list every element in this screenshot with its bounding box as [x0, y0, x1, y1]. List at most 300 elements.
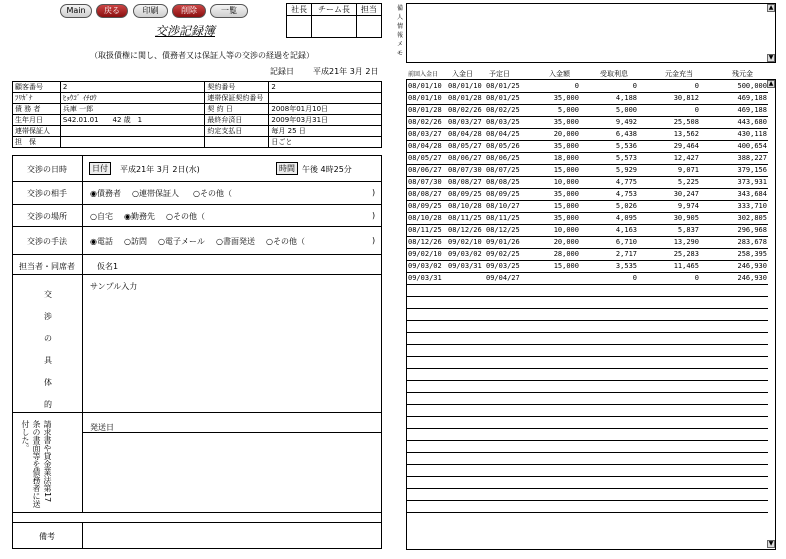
ledger-cell	[700, 368, 768, 380]
ledger-cell	[527, 416, 580, 428]
ledger-cell	[447, 332, 485, 344]
ledger-cell: 9,071	[638, 164, 700, 176]
ledger-cell: 09/02/10	[407, 248, 447, 260]
customer-info-label	[205, 137, 269, 148]
ledger-cell: 25,508	[638, 116, 700, 128]
ledger-cell	[638, 488, 700, 500]
counterpart-debtor-radio[interactable]: ◉債務者	[90, 189, 121, 198]
sent-date-field[interactable]: 発送日	[90, 423, 114, 432]
ledger-cell	[700, 284, 768, 296]
ledger-cell	[447, 404, 485, 416]
ledger-cell: 20,000	[527, 236, 580, 248]
ledger-cell	[485, 392, 527, 404]
ledger-cell: 08/01/28	[407, 104, 447, 116]
ledger-cell: 0	[580, 272, 638, 284]
ledger-row[interactable]	[407, 128, 768, 140]
memo-scroll-up-icon[interactable]: ▲	[768, 4, 774, 11]
ledger-row[interactable]	[407, 428, 768, 440]
ledger-cell: 500,000	[700, 80, 768, 92]
ledger-cell: 08/07/30	[447, 164, 485, 176]
ledger-header-due-date: 予定日	[489, 70, 510, 78]
ledger-cell: 5,000	[527, 104, 580, 116]
ledger-cell: 08/09/25	[485, 188, 527, 200]
ledger-cell: 09/03/31	[407, 272, 447, 284]
ledger-cell: 08/04/25	[485, 128, 527, 140]
ledger-cell	[407, 344, 447, 356]
ledger-cell: 09/03/25	[485, 260, 527, 272]
remarks-field[interactable]	[90, 527, 375, 545]
ledger-cell: 08/06/25	[485, 152, 527, 164]
ledger-cell: 30,812	[638, 92, 700, 104]
ledger-cell	[527, 368, 580, 380]
ledger-cell	[700, 440, 768, 452]
ledger-row[interactable]	[407, 140, 768, 152]
ledger-cell	[638, 308, 700, 320]
ledger-cell	[527, 296, 580, 308]
method-close-paren: )	[372, 236, 376, 245]
ledger-cell	[580, 500, 638, 512]
ledger-cell: 08/09/25	[447, 188, 485, 200]
ledger-cell: 09/03/02	[407, 260, 447, 272]
ledger-cell: 18,000	[527, 152, 580, 164]
ledger-row[interactable]	[407, 272, 768, 284]
ledger-cell: 246,930	[700, 272, 768, 284]
approval-staff-label: 担当	[356, 4, 381, 16]
ledger-cell	[700, 488, 768, 500]
ledger-row[interactable]	[407, 332, 768, 344]
ledger-cell: 4,163	[580, 224, 638, 236]
ledger-cell	[447, 344, 485, 356]
ledger-cell	[580, 404, 638, 416]
ledger-cell: 469,188	[700, 92, 768, 104]
ledger-cell	[700, 476, 768, 488]
ledger-row[interactable]	[407, 404, 768, 416]
ledger-cell: 35,000	[527, 92, 580, 104]
customer-info-value[interactable]: 毎月 25 日	[269, 126, 382, 137]
ledger-cell	[407, 416, 447, 428]
ledger-cell	[485, 476, 527, 488]
ledger-cell: 5,225	[638, 176, 700, 188]
ledger-cell	[485, 464, 527, 476]
memo-textarea[interactable]	[406, 3, 776, 63]
ledger-cell	[638, 428, 700, 440]
ledger-cell: 25,283	[638, 248, 700, 260]
ledger-cell	[485, 404, 527, 416]
ledger-cell	[527, 500, 580, 512]
content-label: 交 渉 の 具 体 的	[44, 290, 52, 409]
ledger-cell	[580, 488, 638, 500]
ledger-cell: 08/10/28	[447, 200, 485, 212]
ledger-cell	[580, 332, 638, 344]
customer-info-row	[13, 93, 382, 104]
ledger-cell	[580, 440, 638, 452]
method-label: 交渉の手法	[27, 237, 67, 246]
ledger-cell: 4,753	[580, 188, 638, 200]
customer-info-label: 生年月日	[13, 115, 61, 126]
ledger-cell	[638, 332, 700, 344]
customer-info-value[interactable]	[269, 93, 382, 104]
ledger-cell: 443,680	[700, 116, 768, 128]
ledger-cell: 5,536	[580, 140, 638, 152]
time-button[interactable]: 時間	[276, 162, 298, 175]
ledger-cell	[485, 356, 527, 368]
ledger-cell: 08/01/10	[447, 80, 485, 92]
ledger-cell: 373,931	[700, 176, 768, 188]
ledger-row[interactable]	[407, 368, 768, 380]
ledger-cell	[407, 296, 447, 308]
time-value: 午後 4時25分	[302, 165, 352, 174]
counterpart-close-paren: )	[372, 188, 376, 197]
customer-info-value[interactable]: 2	[269, 82, 382, 93]
ledger-cell	[527, 452, 580, 464]
customer-info-value[interactable]: S42.01.01 42 歳 1	[60, 115, 205, 126]
ledger-cell	[638, 320, 700, 332]
ledger-cell	[407, 380, 447, 392]
customer-info-value[interactable]: ﾋｮｳｺﾞ ｲﾁﾛｳ	[60, 93, 205, 104]
method-phone-radio[interactable]: ◉電話	[90, 237, 113, 246]
ledger-row[interactable]	[407, 500, 768, 512]
customer-info-row	[13, 82, 382, 93]
ledger-cell: 09/02/25	[485, 248, 527, 260]
ledger-cell: 09/04/27	[485, 272, 527, 284]
customer-info-value[interactable]	[60, 137, 205, 148]
ledger-cell	[447, 452, 485, 464]
ledger-cell	[407, 464, 447, 476]
ledger-cell	[447, 464, 485, 476]
customer-info-label: 契約番号	[205, 82, 269, 93]
ledger-cell	[638, 284, 700, 296]
ledger-cell: 08/01/25	[485, 80, 527, 92]
method-email-radio[interactable]: ○電子メール	[158, 237, 205, 246]
customer-info-label: 顧客番号	[13, 82, 61, 93]
ledger-cell	[485, 488, 527, 500]
ledger-cell	[527, 320, 580, 332]
ledger-cell: 09/03/02	[447, 248, 485, 260]
ledger-cell: 4,095	[580, 212, 638, 224]
ledger-row[interactable]	[407, 284, 768, 296]
ledger-row[interactable]	[407, 464, 768, 476]
ledger-cell	[407, 368, 447, 380]
ledger-cell: 08/04/28	[447, 128, 485, 140]
ledger-row[interactable]	[407, 248, 768, 260]
ledger-cell	[407, 320, 447, 332]
place-close-paren: )	[372, 211, 376, 220]
place-home-radio[interactable]: ○自宅	[90, 212, 113, 221]
ledger-cell: 08/11/25	[407, 224, 447, 236]
place-workplace-radio[interactable]: ◉勤務先	[124, 212, 155, 221]
ledger-cell	[447, 284, 485, 296]
customer-info-row	[13, 104, 382, 115]
ledger-cell: 15,000	[527, 164, 580, 176]
place-label: 交渉の場所	[27, 212, 67, 221]
ledger-cell: 469,188	[700, 104, 768, 116]
ledger-cell	[485, 332, 527, 344]
ledger-cell: 12,427	[638, 152, 700, 164]
ledger-row[interactable]	[407, 320, 768, 332]
ledger-cell	[580, 308, 638, 320]
ledger-cell: 388,227	[700, 152, 768, 164]
customer-info-label: 連帯保証人	[13, 126, 61, 137]
ledger-cell	[447, 488, 485, 500]
approval-staff-stamp[interactable]	[356, 16, 381, 38]
ledger-cell	[527, 356, 580, 368]
ledger-cell: 9,974	[638, 200, 700, 212]
approval-president-stamp[interactable]	[287, 16, 312, 38]
print-button[interactable]: 印刷	[133, 4, 168, 18]
ledger-row[interactable]	[407, 296, 768, 308]
ledger-cell	[580, 416, 638, 428]
ledger-row[interactable]	[407, 476, 768, 488]
ledger-cell: 35,000	[527, 188, 580, 200]
ledger-row[interactable]	[407, 392, 768, 404]
customer-info-value[interactable]	[60, 126, 205, 137]
ledger-scroll-down-icon[interactable]: ▼	[768, 540, 774, 547]
ledger-cell: 30,247	[638, 188, 700, 200]
ledger-row[interactable]	[407, 92, 768, 104]
ledger-cell: 0	[638, 104, 700, 116]
ledger-cell: 5,929	[580, 164, 638, 176]
ledger-cell: 09/01/26	[485, 236, 527, 248]
ledger-cell	[638, 500, 700, 512]
ledger-cell: 08/12/25	[485, 224, 527, 236]
ledger-row[interactable]	[407, 164, 768, 176]
ledger-cell: 08/02/26	[447, 104, 485, 116]
ledger-cell: 15,000	[527, 200, 580, 212]
customer-info-row	[13, 115, 382, 126]
ledger-cell	[527, 332, 580, 344]
ledger-cell: 3,535	[580, 260, 638, 272]
ledger-cell: 08/05/27	[447, 140, 485, 152]
ledger-cell: 08/11/25	[447, 212, 485, 224]
ledger-cell	[527, 344, 580, 356]
customer-info-value[interactable]: 2	[60, 82, 205, 93]
ledger-row[interactable]	[407, 488, 768, 500]
place-other-radio[interactable]: ○その他（	[166, 212, 205, 221]
ledger-cell	[447, 416, 485, 428]
ledger-row[interactable]	[407, 440, 768, 452]
ledger-cell: 08/10/27	[485, 200, 527, 212]
ledger-cell	[700, 320, 768, 332]
ledger-cell	[447, 356, 485, 368]
ledger-cell	[700, 500, 768, 512]
customer-info-label: 担 保	[13, 137, 61, 148]
ledger-cell	[485, 440, 527, 452]
ledger-row[interactable]	[407, 188, 768, 200]
main-button[interactable]: Main	[60, 4, 92, 18]
customer-info-value[interactable]: 兵庫 一郎	[60, 104, 205, 115]
ledger-cell: 08/06/27	[447, 152, 485, 164]
ledger-row[interactable]	[407, 416, 768, 428]
ledger-cell	[407, 428, 447, 440]
customer-info-label: ﾌﾘｶﾞﾅ	[13, 93, 61, 104]
ledger-cell: 10,000	[527, 176, 580, 188]
customer-info-label: 債 務 者	[13, 104, 61, 115]
ledger-cell	[580, 368, 638, 380]
approval-team-leader-stamp[interactable]	[312, 16, 356, 38]
method-visit-radio[interactable]: ○訪問	[124, 237, 147, 246]
ledger-cell: 35,000	[527, 140, 580, 152]
ledger-cell	[407, 500, 447, 512]
ledger-cell	[447, 380, 485, 392]
ledger-cell	[527, 476, 580, 488]
ledger-cell: 09/03/31	[447, 260, 485, 272]
ledger-cell	[638, 416, 700, 428]
ledger-cell: 08/12/26	[447, 224, 485, 236]
record-date-value: 平成21年 3月 2日	[313, 67, 379, 76]
ledger-cell	[527, 488, 580, 500]
ledger-cell: 08/01/25	[485, 92, 527, 104]
ledger-cell: 5,837	[638, 224, 700, 236]
ledger-cell: 30,905	[638, 212, 700, 224]
date-button[interactable]: 日付	[89, 162, 111, 175]
ledger-cell: 10,000	[527, 224, 580, 236]
ledger-cell	[700, 380, 768, 392]
ledger-cell: 296,968	[700, 224, 768, 236]
remarks-label: 備考	[39, 532, 55, 541]
counterpart-guarantor-radio[interactable]: ○連帯保証人	[132, 189, 179, 198]
ledger-cell: 08/01/10	[407, 80, 447, 92]
customer-info-value[interactable]: 2009年03月31日	[269, 115, 382, 126]
ledger-row[interactable]	[407, 116, 768, 128]
memo-label: 備 人 情 報 メ モ	[397, 5, 404, 57]
ledger-cell: 08/05/26	[485, 140, 527, 152]
ledger-row[interactable]	[407, 344, 768, 356]
ledger-cell	[485, 368, 527, 380]
ledger-cell	[485, 320, 527, 332]
ledger-cell: 08/03/27	[407, 128, 447, 140]
ledger-cell	[580, 380, 638, 392]
ledger-cell: 29,464	[638, 140, 700, 152]
ledger-cell	[700, 452, 768, 464]
ledger-cell	[447, 272, 485, 284]
ledger-cell	[638, 464, 700, 476]
ledger-cell	[580, 356, 638, 368]
ledger-cell: 258,395	[700, 248, 768, 260]
method-other-radio[interactable]: ○その他（	[266, 237, 305, 246]
ledger-cell: 11,465	[638, 260, 700, 272]
ledger-cell: 5,000	[580, 104, 638, 116]
ledger-cell: 5,026	[580, 200, 638, 212]
ledger-header-pay-date: 入金日	[452, 70, 473, 78]
ledger-cell: 400,654	[700, 140, 768, 152]
ledger-cell: 283,678	[700, 236, 768, 248]
customer-info-value[interactable]: 日ごと	[269, 137, 382, 148]
ledger-cell: 08/10/28	[407, 212, 447, 224]
ledger-row[interactable]	[407, 236, 768, 248]
ledger-cell	[580, 296, 638, 308]
ledger-cell	[485, 416, 527, 428]
record-date-label: 記録日	[270, 67, 294, 76]
ledger-row[interactable]	[407, 176, 768, 188]
ledger-cell: 08/02/25	[485, 104, 527, 116]
ledger-row[interactable]	[407, 356, 768, 368]
ledger-cell	[700, 344, 768, 356]
ledger-cell	[527, 392, 580, 404]
ledger-cell	[407, 476, 447, 488]
ledger-cell	[638, 452, 700, 464]
ledger-cell	[580, 476, 638, 488]
ledger-cell	[447, 308, 485, 320]
approval-president-label: 社長	[287, 4, 312, 16]
ledger-cell: 08/01/10	[407, 92, 447, 104]
ledger-cell: 333,710	[700, 200, 768, 212]
ledger-cell	[580, 464, 638, 476]
ledger-cell: 0	[638, 80, 700, 92]
method-document-radio[interactable]: ○書面発送	[216, 237, 255, 246]
ledger-cell: 08/07/25	[485, 164, 527, 176]
ledger-scroll-up-icon[interactable]: ▲	[768, 80, 774, 87]
ledger-row[interactable]	[407, 380, 768, 392]
ledger-cell	[700, 308, 768, 320]
ledger-row[interactable]	[407, 308, 768, 320]
ledger-cell: 9,492	[580, 116, 638, 128]
ledger-cell	[527, 464, 580, 476]
ledger-cell	[638, 380, 700, 392]
approval-team-leader-label: チーム長	[312, 4, 356, 16]
ledger-cell	[527, 440, 580, 452]
ledger-cell	[485, 308, 527, 320]
ledger-cell	[700, 332, 768, 344]
ledger-row[interactable]	[407, 80, 768, 92]
ledger-cell: 08/06/27	[407, 164, 447, 176]
ledger-cell	[638, 368, 700, 380]
back-button[interactable]: 戻る	[96, 4, 128, 18]
customer-info-label: 契 約 日	[205, 104, 269, 115]
ledger-header-prev-date: 前回入金日	[408, 71, 439, 78]
ledger-cell: 09/02/10	[447, 236, 485, 248]
ledger-row[interactable]	[407, 200, 768, 212]
ledger-cell: 08/11/25	[485, 212, 527, 224]
ledger-panel[interactable]	[406, 79, 776, 550]
ledger-cell: 246,930	[700, 260, 768, 272]
ledger-row[interactable]	[407, 224, 768, 236]
customer-info-row	[13, 126, 382, 137]
counterpart-label: 交渉の相手	[27, 189, 67, 198]
memo-scroll-down-icon[interactable]: ▼	[768, 54, 774, 61]
ledger-cell: 08/03/27	[447, 116, 485, 128]
ledger-row[interactable]	[407, 152, 768, 164]
ledger-cell	[407, 392, 447, 404]
delete-button[interactable]: 削除	[172, 4, 206, 18]
ledger-header-interest: 受取利息	[600, 70, 628, 78]
ledger-cell	[447, 440, 485, 452]
ledger-cell	[485, 380, 527, 392]
ledger-cell	[700, 392, 768, 404]
ledger-cell	[485, 452, 527, 464]
ledger-cell: 08/03/25	[485, 116, 527, 128]
ledger-cell	[447, 428, 485, 440]
ledger-header-amount: 入金額	[549, 70, 570, 78]
ledger-cell	[638, 296, 700, 308]
ledger-cell	[407, 356, 447, 368]
content-textarea[interactable]: サンプル入力	[90, 282, 138, 291]
counterpart-other-radio[interactable]: ○その他（	[193, 189, 232, 198]
customer-info-table	[12, 81, 382, 148]
list-button[interactable]: 一覧	[210, 4, 248, 18]
ledger-row[interactable]	[407, 104, 768, 116]
ledger-cell	[447, 476, 485, 488]
ledger-cell	[407, 488, 447, 500]
ledger-cell	[407, 404, 447, 416]
ledger-cell: 0	[580, 80, 638, 92]
ledger-row[interactable]	[407, 452, 768, 464]
ledger-cell: 08/12/26	[407, 236, 447, 248]
attendee-value[interactable]: 仮名1	[97, 262, 119, 271]
customer-info-value[interactable]: 2008年01月10日	[269, 104, 382, 115]
ledger-row[interactable]	[407, 260, 768, 272]
ledger-cell: 4,775	[580, 176, 638, 188]
ledger-row[interactable]	[407, 212, 768, 224]
